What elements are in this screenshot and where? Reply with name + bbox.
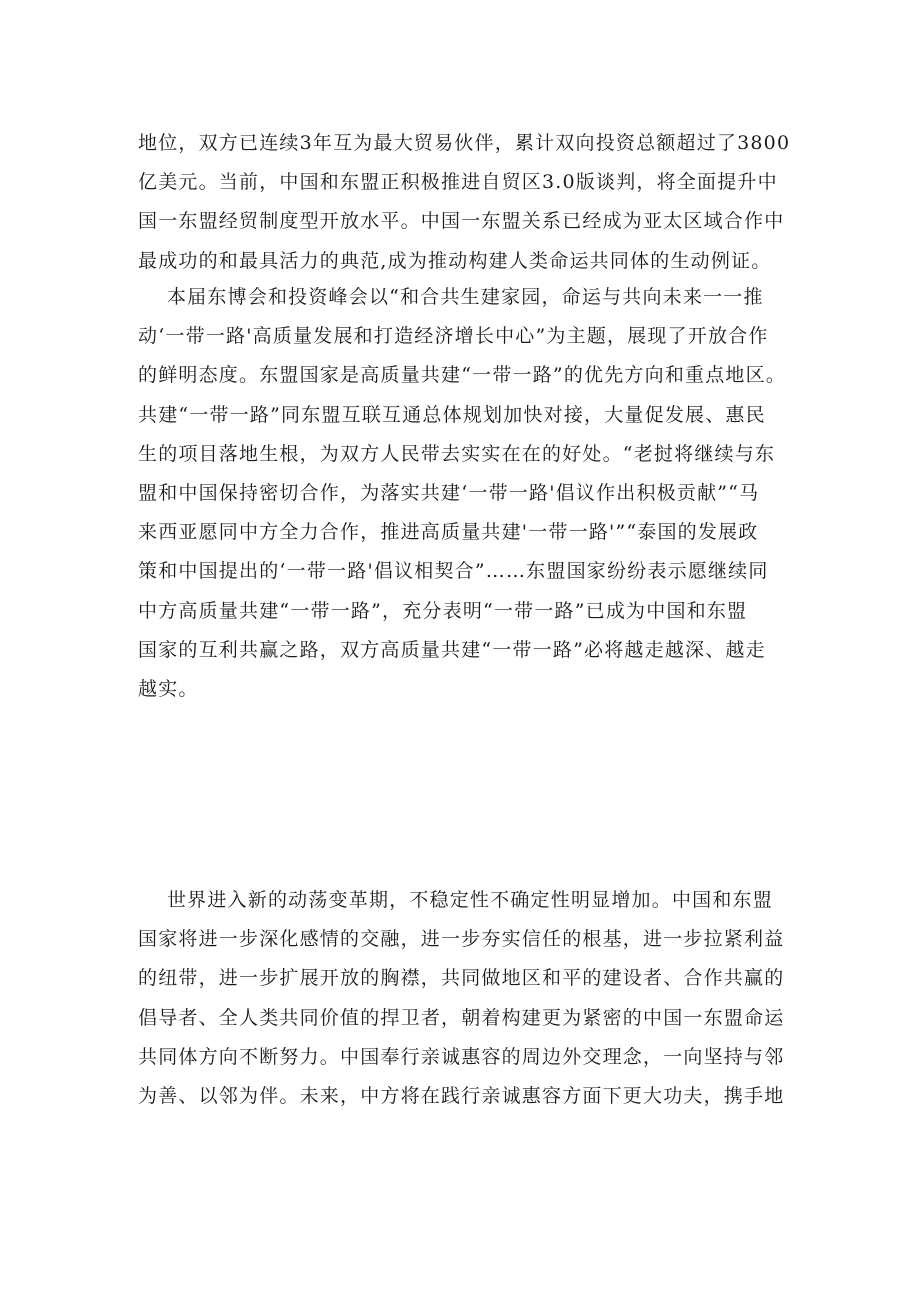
text-line: 盟和中国保持密切合作，为落实共建‘一带一路'倡议作出积极贡献”“马 — [138, 481, 760, 504]
text-line: 策和中国提出的‘一带一路'倡议相契合”……东盟国家纷纷表示愿继续同 — [138, 560, 769, 583]
text-line: 本届东博会和投资峰会以“和合共生建家园，命运与共向未来一一推 — [138, 286, 764, 308]
text-line: 国家的互利共赢之路，双方高质量共建“一带一路”必将越走越深、越走 — [138, 638, 766, 661]
text-line: 的鲜明态度。东盟国家是高质量共建“一带一路”的优先方向和重点地区。 — [138, 364, 787, 387]
text-line: 亿美元。当前，中国和东盟正积极推进自贸区3.0版谈判，将全面提升中 — [138, 171, 778, 194]
text-line: 为善、以邻为伴。未来，中方将在践行亲诚惠容方面下更大功夫，携手地 — [138, 1084, 785, 1107]
text-line: 世界进入新的动荡变革期，不稳定性不确定性明显增加。中国和东盟 — [138, 889, 773, 911]
text-line: 地位，双方已连续3年互为最大贸易伙伴，累计双向投资总额超过了3800 — [138, 132, 791, 154]
text-line: 国家将进一步深化感情的交融，进一步夯实信任的根基，进一步拉紧利益 — [138, 928, 785, 951]
paragraph-2 — [138, 278, 786, 709]
text-line: 生的项目落地生根，为双方人民带去实实在在的好处。“老挝将继续与东 — [138, 442, 776, 465]
text-line: 共同体方向不断努力。中国奉行亲诚惠容的周边外交理念，一向坚持与邻 — [138, 1045, 785, 1068]
text-line: 动‘一带一路'高质量发展和打造经济增长中心”为主题，展现了开放合作 — [138, 325, 769, 348]
text-line: 倡导者、全人类共同价值的捍卫者，朝着构建更为紧密的中国一东盟命运 — [138, 1006, 785, 1029]
text-line: 最成功的和最具活力的典范,成为推动构建人类命运共同体的生动例证。 — [138, 249, 772, 272]
text-line: 越实。 — [138, 677, 199, 700]
text-line: 中方高质量共建“一带一路”，充分表明“一带一路”已成为中国和东盟 — [138, 599, 748, 622]
text-line: 国一东盟经贸制度型开放水平。中国一东盟关系已经成为亚太区域合作中 — [138, 210, 785, 233]
text-line: 共建“一带一路”同东盟互联互通总体规划加快对接，大量促发展、惠民 — [138, 403, 766, 426]
paragraph-1 — [138, 124, 791, 281]
text-line: 来西亚愿同中方全力合作，推进高质量共建'一带一路'”“泰国的发展政 — [138, 521, 759, 544]
text-line: 的纽带，进一步扩展开放的胸襟，共同做地区和平的建设者、合作共赢的 — [138, 967, 785, 990]
paragraph-3 — [138, 881, 786, 1116]
